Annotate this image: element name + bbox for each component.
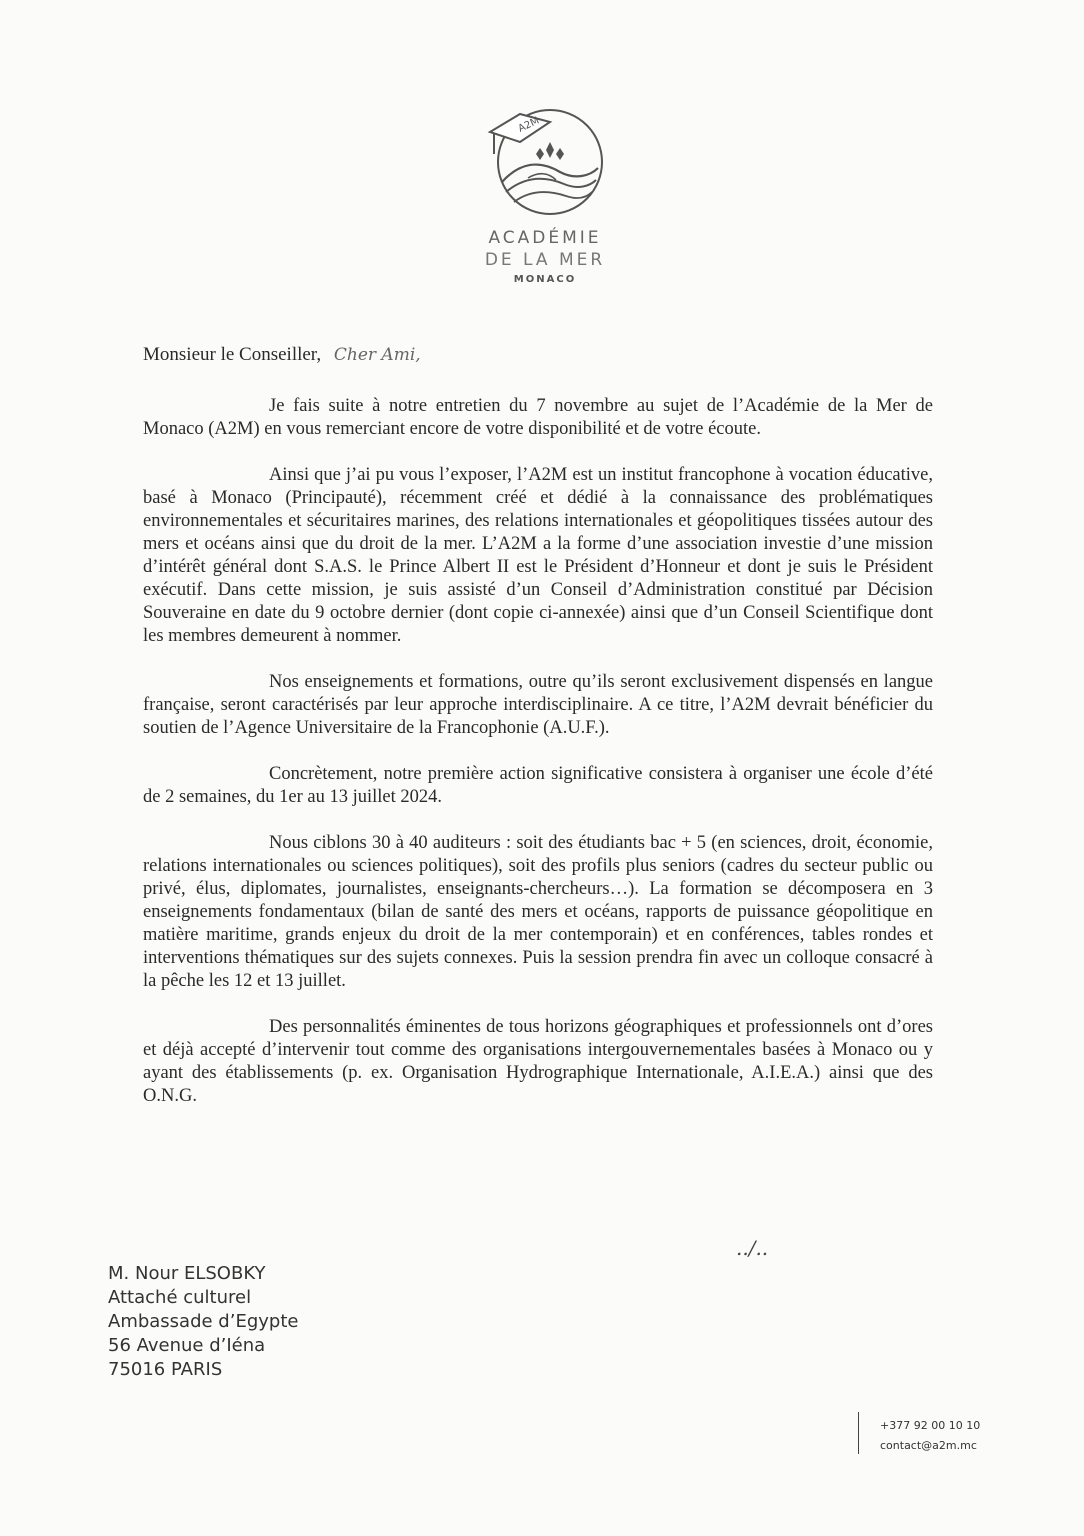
paragraph-6: Des personnalités éminentes de tous horizons géographiques et professionnels ont d’ores et déjà accepté d’intervenir tout comme des organisations intergouvernementales basées à Monaco ou y ayant des établissements (p. ex. Organisation Hydrographique Internationale, A.I.E.A.) ainsi que des O.N.G. (143, 1017, 933, 1106)
recipient-city: 75016 PARIS (108, 1359, 223, 1380)
paragraph-4: Concrètement, notre première action significative consistera à organiser une école d’été de 2 semaines, du 1er au 13 juillet 2024. (143, 764, 933, 807)
salutation-text: Monsieur le Conseiller, (143, 344, 322, 365)
continuation-mark: ../.. (736, 1236, 769, 1260)
logo-line-de-la-mer: DE LA MER (484, 250, 606, 270)
handwritten-note: Cher Ami, (333, 345, 421, 365)
footer-email: contact@a2m.mc (880, 1439, 977, 1452)
recipient-title: Attaché culturel (108, 1287, 252, 1308)
salutation (143, 344, 421, 366)
recipient-name: M. Nour ELSOBKY (108, 1263, 266, 1284)
footer-contact (880, 1416, 980, 1456)
svg-text:A2M: A2M (516, 115, 542, 135)
footer-divider (858, 1412, 859, 1454)
paragraph-3: Nos enseignements et formations, outre qu’ils seront exclusivement dispensés en langue française, seront caractérisés par leur approche interdisciplinaire. A ce titre, l’A2M devrait bénéficier du soutien de l’Agence Universitaire de la Francophonie (A.U.F.). (143, 672, 933, 738)
recipient-organization: Ambassade d’Egypte (108, 1311, 299, 1332)
paragraph-5: Nous ciblons 30 à 40 auditeurs : soit des étudiants bac + 5 (en sciences, droit, économie, relations internationales ou sciences politiques), soit des profils plus seniors (cadres du secteur public ou privé, élus, diplomates, journalistes, enseignants-chercheurs…). La formation se décomposera en 3 enseignements fondamentaux (bilan de santé des mers et océans, rapports de puissance géopolitique en matière maritime, grands enjeux du droit de la mer contemporain) et en conférences, tables rondes et interventions thématiques sur des sujets connexes. Puis la session prendra fin avec un colloque consacré à la pêche les 12 et 13 juillet. (143, 833, 933, 991)
recipient-street: 56 Avenue d’Iéna (108, 1335, 266, 1356)
logo-emblem-icon (480, 92, 610, 222)
academie-logo (470, 92, 620, 285)
logo-line-monaco: MONACO (513, 274, 577, 285)
logo-line-academie: ACADÉMIE (488, 228, 602, 248)
letter-body (143, 395, 933, 1131)
paragraph-2: Ainsi que j’ai pu vous l’exposer, l’A2M est un institut francophone à vocation éducative, basé à Monaco (Principauté), récemment créé et dédié à la connaissance des problématiques environnementales et sécuritaires marines, des relations internationales et géopolitiques tissées autour des mers et océans ainsi que du droit de la mer. L’A2M a la forme d’une association investie d’une mission d’intérêt général dont S.A.S. le Prince Albert II est le Président d’Honneur et dont je suis le Président exécutif. Dans cette mission, je suis assisté d’un Conseil d’Administration constitué par Décision Souveraine en date du 9 octobre dernier (dont copie ci-annexée) ainsi que d’un Conseil Scientifique dont les membres demeurent à nommer. (143, 465, 933, 646)
paragraph-1: Je fais suite à notre entretien du 7 novembre au sujet de l’Académie de la Mer de Monaco (A2M) en vous remerciant encore de votre disponibilité et de votre écoute. (143, 396, 933, 439)
footer-phone: +377 92 00 10 10 (880, 1419, 981, 1432)
recipient-address (108, 1262, 298, 1382)
